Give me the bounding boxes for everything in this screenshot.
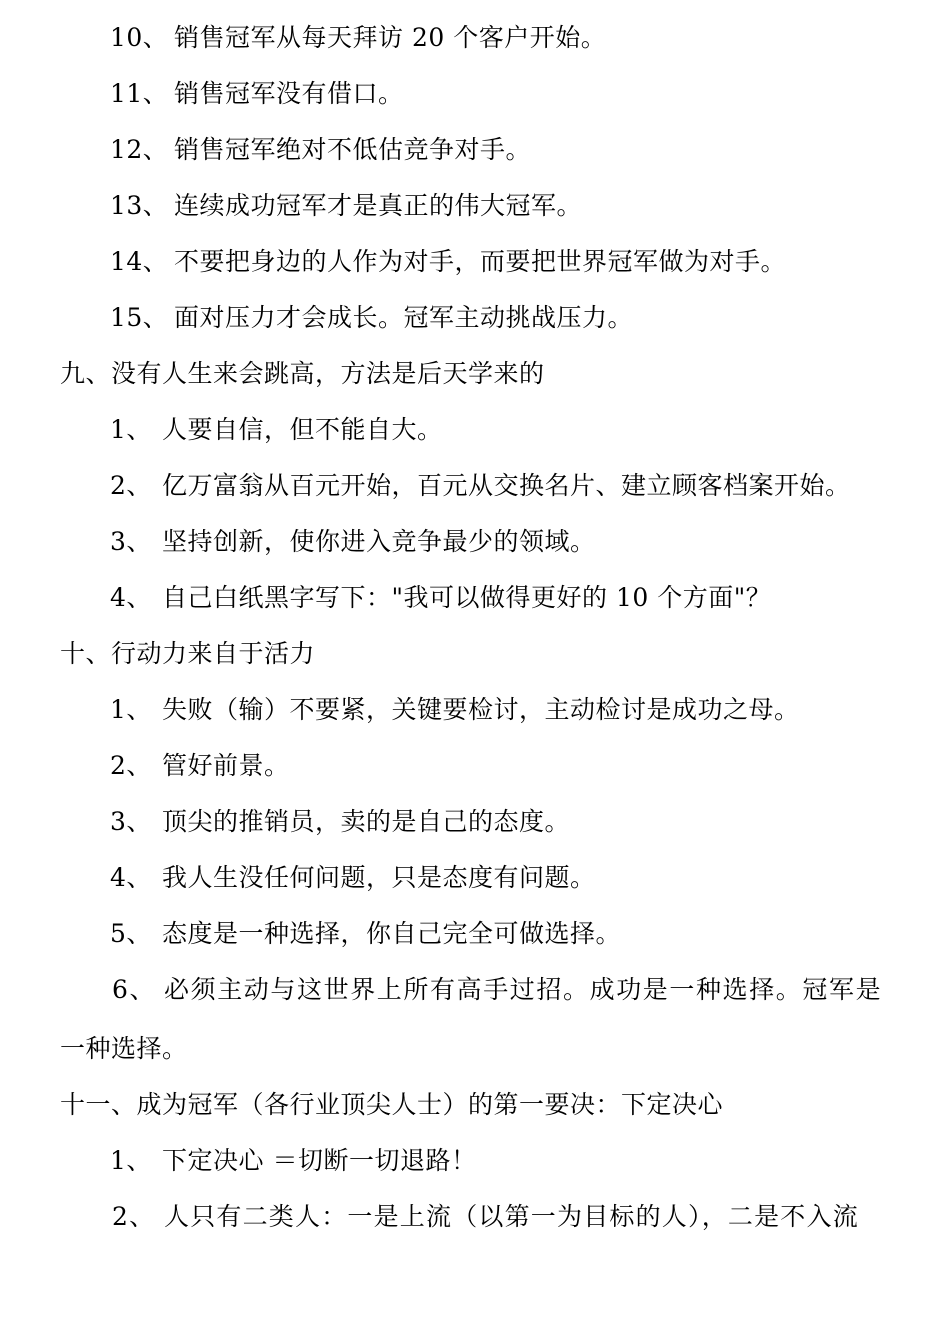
list-item — [110, 751, 290, 781]
list-item-number: 3、 — [110, 807, 152, 836]
list-item — [110, 583, 771, 613]
list-item-number: 1、 — [110, 1146, 152, 1175]
list-item-text: 人只有二类人：一是上流（以第一为目标的人），二是不入流 — [164, 1202, 859, 1231]
list-item-text: 销售冠军绝对不低估竞争对手。 — [174, 135, 532, 164]
list-item-number: 1、 — [110, 415, 152, 444]
list-item-number: 2、 — [112, 1202, 156, 1231]
list-item-text: 态度是一种选择，你自己完全可做选择。 — [162, 919, 622, 948]
section-heading: 十一、成为冠军（各行业顶尖人士）的第一要决：下定决心 — [60, 1090, 724, 1119]
list-item — [112, 1202, 859, 1232]
list-item — [110, 303, 633, 333]
list-item — [110, 79, 404, 109]
list-item-text: 销售冠军没有借口。 — [174, 79, 404, 108]
list-item-text: 连续成功冠军才是真正的伟大冠军。 — [174, 191, 583, 220]
list-item-text: 人要自信，但不能自大。 — [162, 415, 443, 444]
list-item-text: 管好前景。 — [162, 751, 290, 780]
list-item-continuation: 一种选择。 — [60, 1034, 188, 1063]
list-item — [112, 975, 882, 1005]
section-heading: 十、行动力来自于活力 — [60, 639, 316, 668]
list-item-number: 4、 — [110, 863, 152, 892]
list-item-number: 2、 — [110, 471, 152, 500]
list-item-number: 13、 — [110, 191, 169, 220]
list-item — [110, 471, 851, 501]
list-item-number: 6、 — [112, 975, 157, 1004]
section-heading: 九、没有人生来会跳高，方法是后天学来的 — [60, 359, 545, 388]
list-item-text: 自己白纸黑字写下："我可以做得更好的 10 个方面"？ — [162, 583, 772, 612]
list-item-number: 1、 — [110, 695, 152, 724]
list-item — [110, 695, 800, 725]
list-item — [110, 415, 443, 445]
list-item — [110, 527, 596, 557]
list-item-number: 10、 — [110, 23, 169, 52]
list-item-text: 坚持创新，使你进入竞争最少的领域。 — [162, 527, 596, 556]
list-item-number: 11、 — [110, 79, 169, 108]
list-item-text: 不要把身边的人作为对手，而要把世界冠军做为对手。 — [174, 247, 787, 276]
list-item-number: 5、 — [110, 919, 152, 948]
list-item-text: 顶尖的推销员，卖的是自己的态度。 — [162, 807, 571, 836]
list-item — [110, 247, 786, 277]
list-item — [110, 863, 596, 893]
list-item-number: 4、 — [110, 583, 152, 612]
list-item-text: 我人生没任何问题，只是态度有问题。 — [162, 863, 596, 892]
list-item — [110, 191, 582, 221]
list-item-text: 下定决心 ＝切断一切退路！ — [162, 1146, 477, 1175]
list-item — [110, 1146, 476, 1176]
list-item — [110, 23, 606, 53]
list-item-number: 2、 — [110, 751, 152, 780]
list-item-text: 销售冠军从每天拜访 20 个客户开始。 — [174, 23, 607, 52]
list-item — [110, 135, 531, 165]
list-item-number: 3、 — [110, 527, 152, 556]
list-item-text: 亿万富翁从百元开始，百元从交换名片、建立顾客档案开始。 — [162, 471, 851, 500]
list-item — [110, 919, 621, 949]
list-item-number: 14、 — [110, 247, 169, 276]
list-item — [110, 807, 570, 837]
list-item-text: 必须主动与这世界上所有高手过招。成功是一种选择。冠军是 — [164, 975, 883, 1004]
list-item-number: 12、 — [110, 135, 169, 164]
list-item-text: 失败（输）不要紧，关键要检讨，主动检讨是成功之母。 — [162, 695, 800, 724]
list-item-text: 面对压力才会成长。冠军主动挑战压力。 — [174, 303, 634, 332]
list-item-number: 15、 — [110, 303, 169, 332]
